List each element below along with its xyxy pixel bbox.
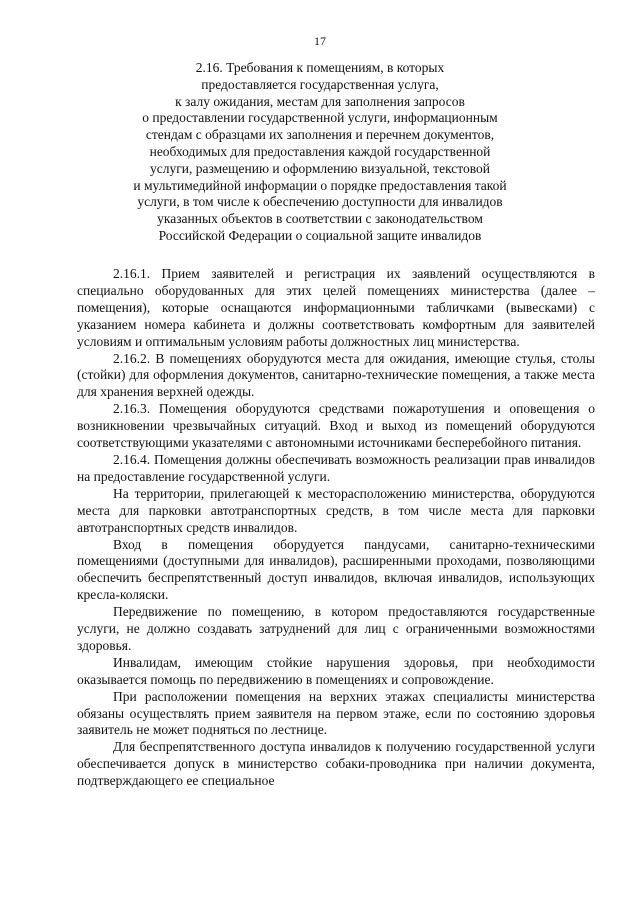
heading-line: к залу ожидания, местам для заполнения запросов (175, 93, 465, 109)
heading-line: указанных объектов в соответствии с законодательством (157, 211, 483, 227)
heading-line: услуги, в том числе к обеспечению доступности для инвалидов (137, 194, 503, 210)
paragraph-assistance: Инвалидам, имеющим стойкие нарушения здоровья, при необходимости оказывается помощь по передвижению в помещениях и сопровождение. (77, 654, 595, 687)
heading-line: стендам с образцами их заполнения и перечнем документов, (145, 127, 495, 143)
paragraph-guide-dog: Для беспрепятственного доступа инвалидов к получению государственной услуги обеспечивается допуск в министерство собаки-проводника при наличии документа, подтверждающего ее специальное (77, 739, 595, 789)
paragraph-2-16-2: 2.16.2. В помещениях оборудуются места для ожидания, имеющие стулья, столы (стойки) для оформления документов, санитарно-технические помещения, а также места для хранения верхней одежды. (77, 350, 595, 400)
paragraph-2-16-4: 2.16.4. Помещения должны обеспечивать возможность реализации прав инвалидов на предоставление государственной услуги. (77, 451, 595, 484)
paragraph-entrance: Вход в помещения оборудуется пандусами, санитарно-техническими помещениями (доступными для инвалидов), расширенными проходами, позволяющими обеспечить беспрепятственный доступ инвалидов, включая инвалидов, использующих кресла-коляски. (77, 536, 595, 603)
paragraph-2-16-3: 2.16.3. Помещения оборудуются средствами пожаротушения и оповещения о возникновении чрезвычайных ситуаций. Вход и выход из помещений оборудуются соответствующими указателями с автономными источниками бесперебойного питания. (77, 401, 595, 451)
document-body (77, 266, 595, 790)
heading-line: предоставляется государственная услуга, (201, 76, 439, 92)
heading-line: о предоставлении государственной услуги, информационным (142, 110, 498, 126)
paragraph-movement: Передвижение по помещению, в котором предоставляются государственные услуги, не должно создавать затруднений для лиц с ограниченными возможностями здоровья. (77, 604, 595, 653)
paragraph-upper-floors: При расположении помещения на верхних этажах специалисты министерства обязаны осуществлять прием заявителя на первом этаже, если по состоянию здоровья заявитель не может подняться по лестнице. (77, 688, 595, 738)
heading-line: и мультимедийной информации о порядке предоставления такой (133, 177, 507, 193)
heading-line: 2.16. Требования к помещениям, в которых (195, 60, 445, 75)
paragraph-parking: На территории, прилегающей к месторасположению министерства, оборудуются места для парковки автотранспортных средств, в том числе места для парковки автотранспортных средств инвалидов. (77, 485, 595, 535)
paragraph-2-16-1: 2.16.1. Прием заявителей и регистрация их заявлений осуществляются в специально оборудованных для этих целей помещениях министерства (далее – помещения), которые оснащаются информационными табличками (вывесками) с указанием номера кабинета и должны соответствовать комфортным для заявителей условиям и оптимальным условиям работы должностных лиц министерства. (77, 266, 595, 349)
page-number: 17 (314, 34, 326, 48)
heading-line: Российской Федерации о социальной защите инвалидов (158, 227, 482, 243)
heading-line: необходимых для предоставления каждой государственной (149, 143, 491, 159)
heading-line: услуги, размещению и оформлению визуальной, текстовой (149, 160, 491, 176)
section-heading (60, 60, 580, 245)
